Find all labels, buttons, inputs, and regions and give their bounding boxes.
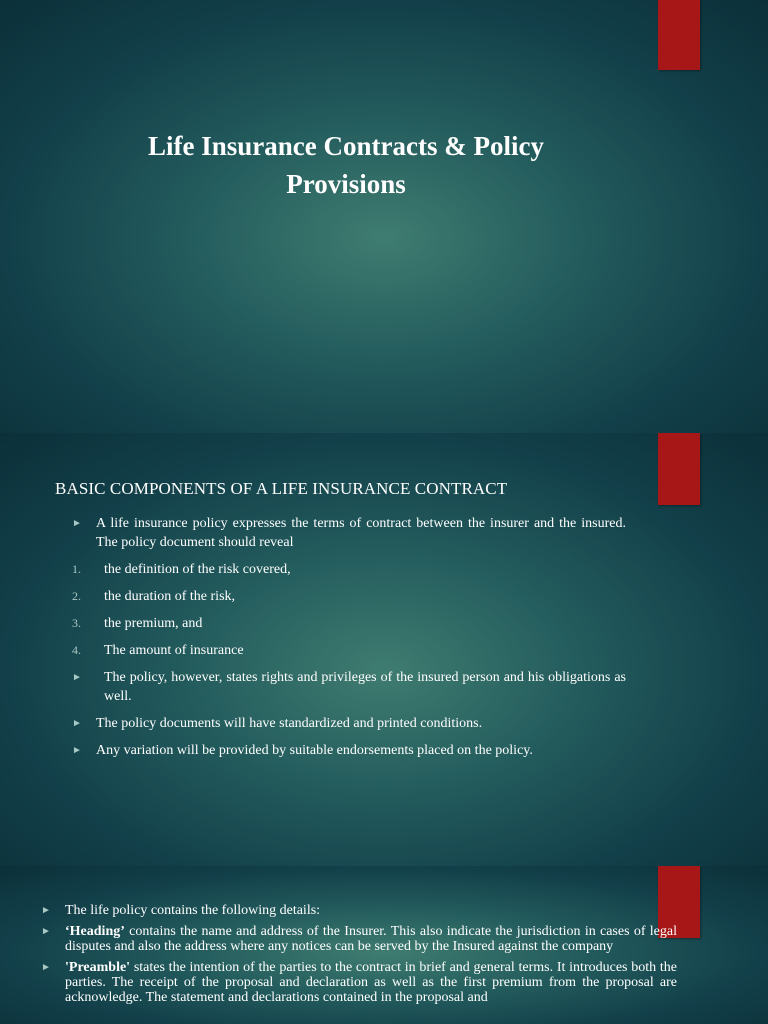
slide-title: [0, 0, 768, 433]
list-item: ► The policy, however, states rights and privileges of the insured person and his obligations as well.: [72, 670, 626, 704]
list-item: ► 'Preamble' states the intention of the parties to the contract in brief and general terms. It introduces both the parties. The receipt of the proposal and declaration as well as the first premium from the proposal are acknowledge. The statement and declarations contained in the proposal and: [41, 960, 677, 1005]
term-preamble: 'Preamble': [65, 960, 131, 975]
slide-heading: BASIC COMPONENTS OF A LIFE INSURANCE CONTRACT: [55, 479, 508, 498]
list-item: 2. the duration of the risk,: [72, 589, 236, 604]
bullet-arrow-icon: ►: [72, 672, 82, 683]
bullet-arrow-icon: ►: [72, 518, 82, 529]
list-item: ► The life policy contains the following details:: [41, 903, 321, 918]
slide-basic-components: [0, 433, 768, 866]
list-number: 2.: [72, 589, 81, 603]
red-accent-tab: [658, 433, 700, 505]
list-item: ► A life insurance policy expresses the terms of contract between the insurer and the insured. The policy document should reveal: [72, 516, 626, 550]
list-item: ► The policy documents will have standardized and printed conditions.: [72, 716, 483, 731]
list-number: 1.: [72, 562, 81, 576]
list-item: ► ‘Heading’ contains the name and address of the Insurer. This also indicate the jurisdiction in cases of legal disputes and also the address where any notices can be served by the Insured against the company: [41, 924, 677, 954]
bullet-arrow-icon: ►: [41, 905, 51, 916]
bullet-arrow-icon: ►: [41, 962, 51, 973]
slide-policy-details: [0, 866, 768, 1024]
list-item: 1. the definition of the risk covered,: [72, 562, 291, 577]
list-number: 3.: [72, 616, 81, 630]
bullet-arrow-icon: ►: [41, 926, 51, 937]
components-list: [72, 514, 626, 768]
slide-title-text: Life Insurance Contracts & Policy Provisions: [148, 131, 544, 199]
list-item: 4. The amount of insurance: [72, 643, 244, 658]
term-heading: ‘Heading’: [65, 924, 125, 939]
bullet-arrow-icon: ►: [72, 718, 82, 729]
bullet-arrow-icon: ►: [72, 745, 82, 756]
policy-details-list: [41, 903, 677, 1011]
list-number: 4.: [72, 643, 81, 657]
list-item: ► Any variation will be provided by suitable endorsements placed on the policy.: [72, 743, 533, 758]
red-accent-tab: [658, 0, 700, 70]
list-item: 3. the premium, and: [72, 616, 203, 631]
